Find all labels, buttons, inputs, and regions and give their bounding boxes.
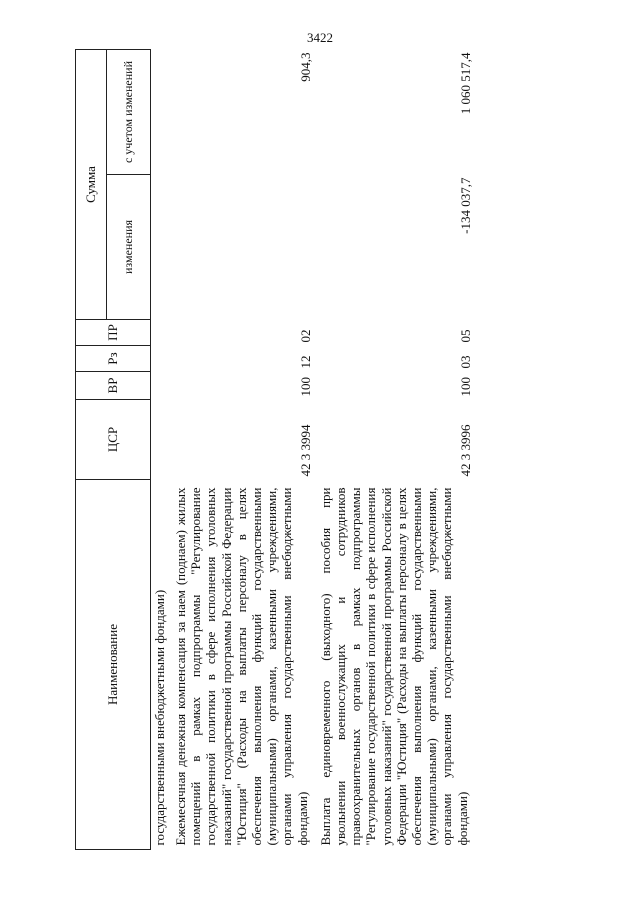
continuation-row: [151, 50, 170, 850]
header-sum: Сумма: [76, 50, 107, 320]
rotated-table-area: [75, 50, 595, 850]
row-pr: 02: [297, 329, 313, 343]
header-name: Наименование: [76, 480, 151, 850]
header-rz: Рз: [76, 346, 151, 372]
header-vr: ВР: [76, 372, 151, 400]
row-with-changes: 904,3: [297, 52, 313, 82]
budget-table-landscape: [75, 50, 595, 850]
row-name: Выплата единовременного (выходного) пособия при увольнении военнослужащих и сотрудников правоохранительных органов в рамках подпрограммы "Регулирование государственной политики в сфере исполнения уголовных наказаний" государственной программы Российской Федерации "Юстиция" (Расходы на выплаты персоналу в целях обеспечения выполнения функций государственными (муниципальными) органами, казенными учреждениями, органами управления государственными внебюджетными фондами): [317, 487, 470, 846]
row-vr: 100: [457, 377, 473, 397]
continuation-text: государственными внебюджетными фондами): [152, 589, 167, 846]
table-row: [169, 50, 314, 850]
header-csr: ЦСР: [76, 400, 151, 480]
header-with-changes: с учетом изменений: [107, 50, 151, 175]
row-csr: 42 3 3996: [457, 424, 473, 477]
row-csr: 42 3 3994: [297, 424, 313, 477]
row-change: -134 037,7: [457, 177, 473, 234]
row-with-changes: 1 060 517,4: [457, 52, 473, 115]
page-number: 3422: [307, 30, 333, 45]
row-change: [169, 175, 314, 320]
header-change: изменения: [107, 175, 151, 320]
table-row: [314, 50, 474, 850]
row-name: Ежемесячная денежная компенсация за наем (поднаем) жилых помещений в рамках подпрограммы "Регулирование государственной политики в сфере исполнения уголовных наказаний" государственной программы Российской Федерации "Юстиция" (Расходы на выплаты персоналу в целях обеспечения выполнения функций государственными (муниципальными) органами, казенными учреждениями, органами управления государственными внебюджетными фондами): [173, 487, 310, 846]
budget-table: [75, 49, 474, 850]
header-pr: ПР: [76, 320, 151, 346]
row-pr: 05: [457, 329, 473, 343]
row-rz: 12: [297, 355, 313, 369]
row-vr: 100: [297, 377, 313, 397]
row-rz: 03: [457, 355, 473, 369]
